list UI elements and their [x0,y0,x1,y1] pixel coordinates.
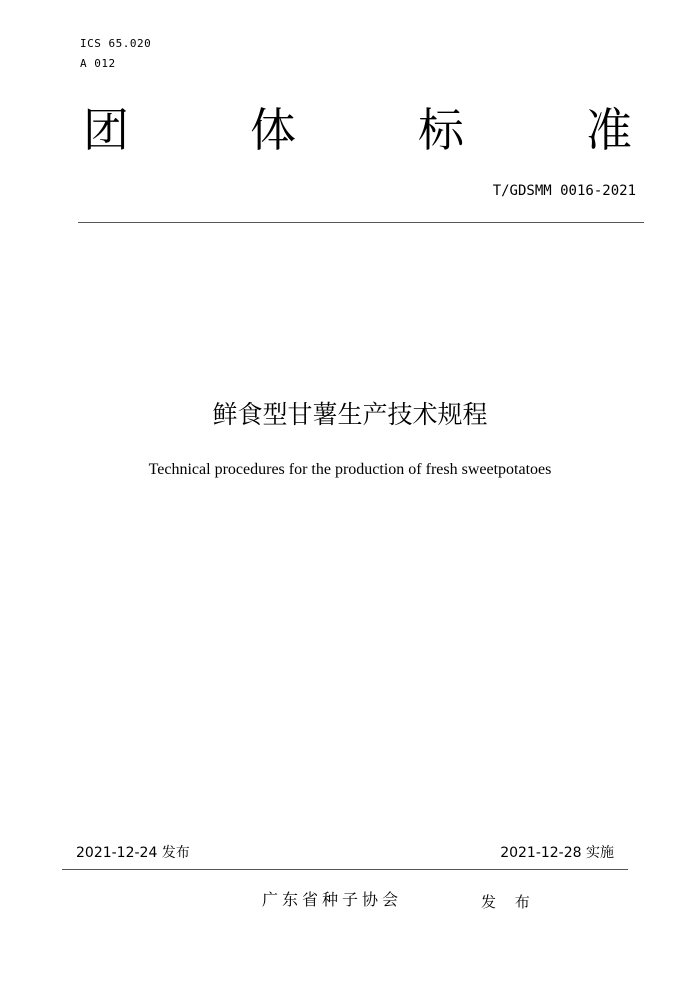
issuing-organization: 广东省种子协会 [262,890,403,909]
publish-date: 2021-12-24 发布 [76,845,190,861]
standard-type-char-2: 体 [250,103,296,157]
standard-number: T/GDSMM 0016-2021 [492,183,636,199]
issue-label: 发 布 [481,893,537,911]
implement-date: 2021-12-28 实施 [500,845,614,861]
ics-code: ICS 65.020 [80,37,152,50]
ccs-code: A 012 [80,57,116,70]
standard-type-char-4: 准 [586,103,632,157]
document-title-zh: 鲜食型甘薯生产技术规程 [212,400,488,429]
standard-type-char-3: 标 [418,103,464,157]
document-title-en: Technical procedures for the production of fresh sweetpotatoes [148,461,552,478]
header-divider [78,222,644,223]
footer-divider [62,869,628,870]
standard-type-char-1: 团 [83,103,129,157]
